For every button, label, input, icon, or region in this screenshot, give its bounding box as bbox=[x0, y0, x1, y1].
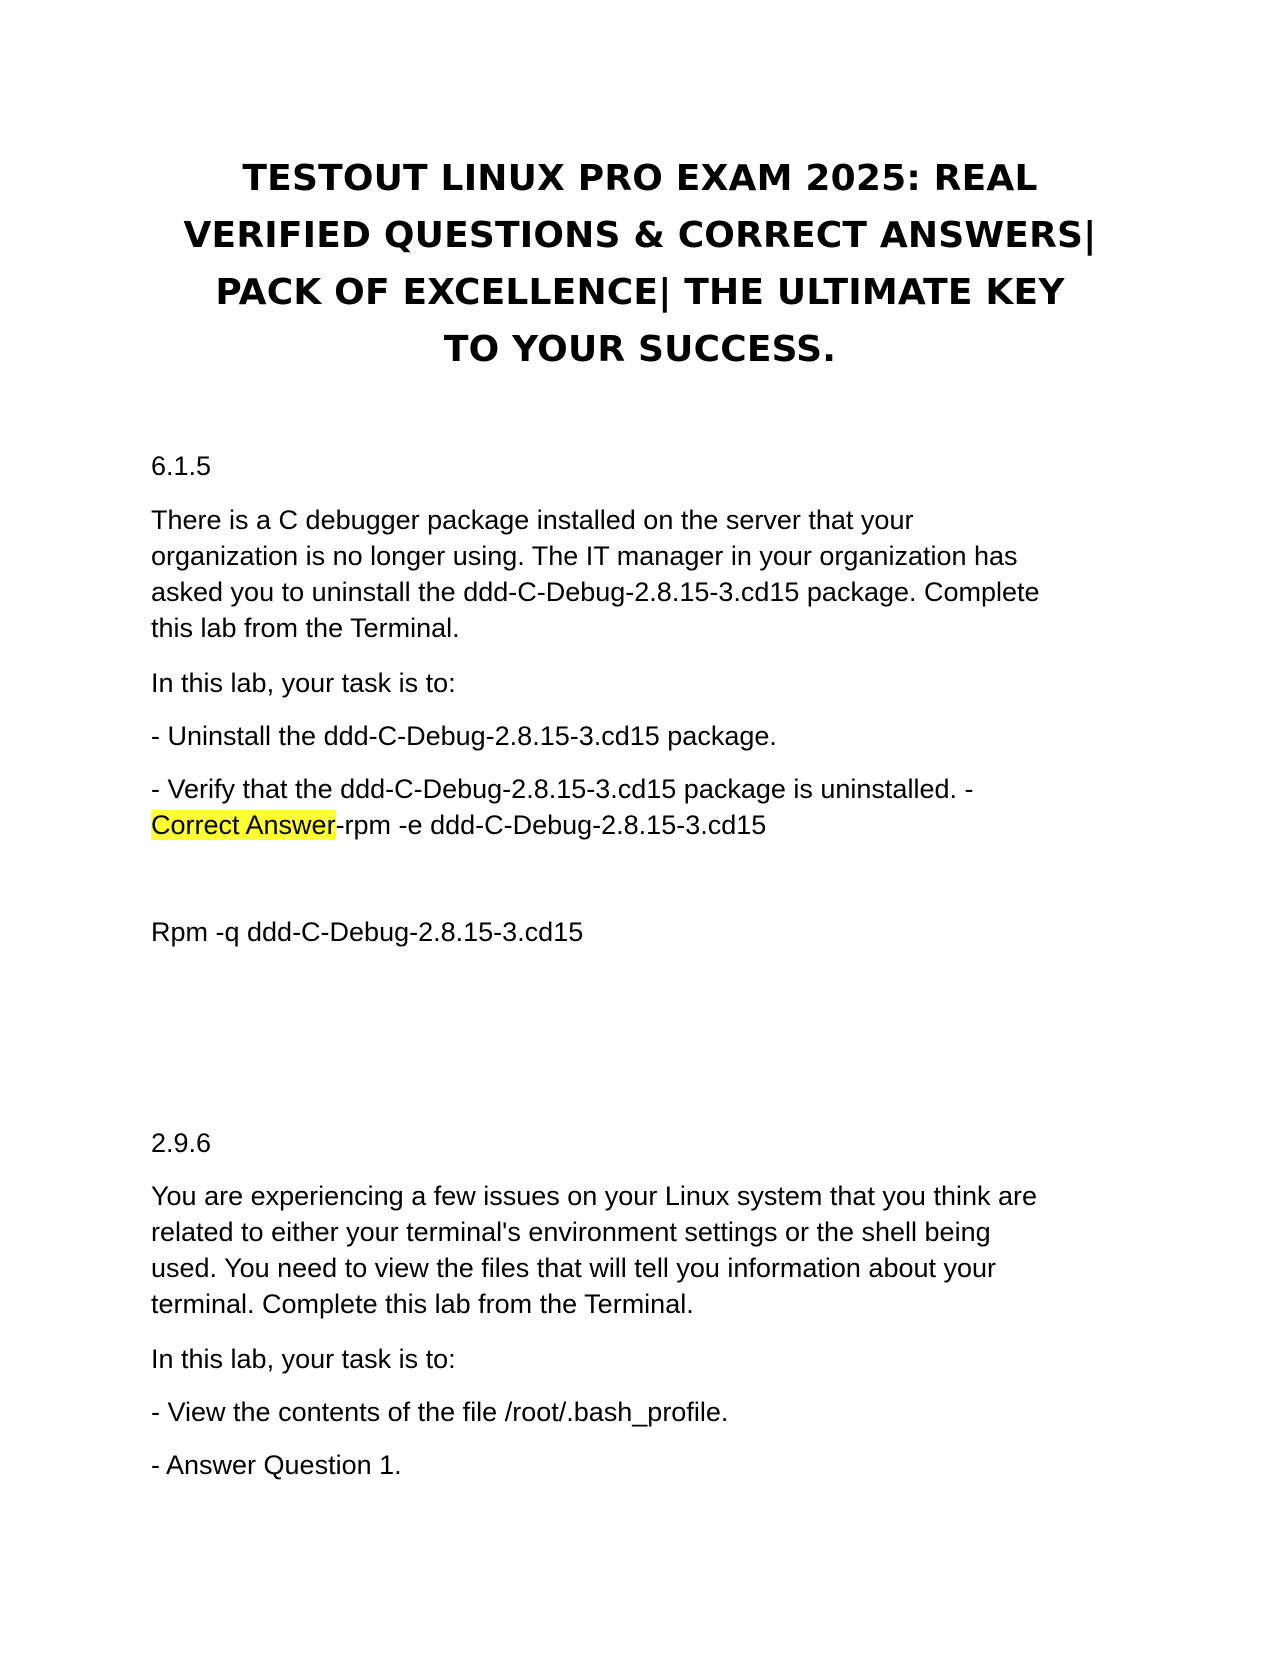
document-title bbox=[140, 150, 1140, 378]
question-description bbox=[151, 502, 1040, 646]
description-line: organization is no longer using. The IT manager in your organization has bbox=[151, 541, 1018, 571]
title-line-4: TO YOUR SUCCESS. bbox=[443, 329, 837, 370]
description-line: You are experiencing a few issues on your Linux system that you think are bbox=[151, 1181, 1038, 1211]
answer-command-2: Rpm -q ddd-C-Debug-2.8.15-3.cd15 bbox=[151, 917, 584, 947]
answer-command: -rpm -e ddd-C-Debug-2.8.15-3.cd15 bbox=[335, 810, 767, 840]
description-line: this lab from the Terminal. bbox=[151, 613, 460, 643]
title-line-1: TESTOUT LINUX PRO EXAM 2025: REAL bbox=[242, 158, 1038, 199]
task-item: - Uninstall the ddd-C-Debug-2.8.15-3.cd15 package. bbox=[151, 721, 777, 751]
title-line-2: VERIFIED QUESTIONS & CORRECT ANSWERS| bbox=[183, 215, 1097, 256]
title-line-3: PACK OF EXCELLENCE| THE ULTIMATE KEY bbox=[215, 272, 1065, 313]
description-line: related to either your terminal's environment settings or the shell being bbox=[151, 1217, 991, 1247]
question-number: 2.9.6 bbox=[151, 1128, 212, 1158]
question-description bbox=[151, 1178, 1037, 1322]
correct-answer-highlight: Correct Answer bbox=[151, 810, 336, 840]
task-item: - Verify that the ddd-C-Debug-2.8.15-3.cd15 package is uninstalled. - bbox=[151, 774, 974, 804]
description-line: terminal. Complete this lab from the Terminal. bbox=[151, 1289, 694, 1319]
task-intro: In this lab, your task is to: bbox=[151, 1344, 456, 1374]
question-number: 6.1.5 bbox=[151, 451, 212, 481]
task-item: - View the contents of the file /root/.bash_profile. bbox=[151, 1397, 729, 1427]
description-line: asked you to uninstall the ddd-C-Debug-2.8.15-3.cd15 package. Complete bbox=[151, 577, 1040, 607]
task-item-with-answer bbox=[151, 771, 973, 843]
description-line: used. You need to view the files that will tell you information about your bbox=[151, 1253, 997, 1283]
answer-line bbox=[151, 807, 973, 843]
description-line: There is a C debugger package installed on the server that your bbox=[151, 505, 914, 535]
task-intro: In this lab, your task is to: bbox=[151, 668, 456, 698]
task-item: - Answer Question 1. bbox=[151, 1450, 402, 1480]
